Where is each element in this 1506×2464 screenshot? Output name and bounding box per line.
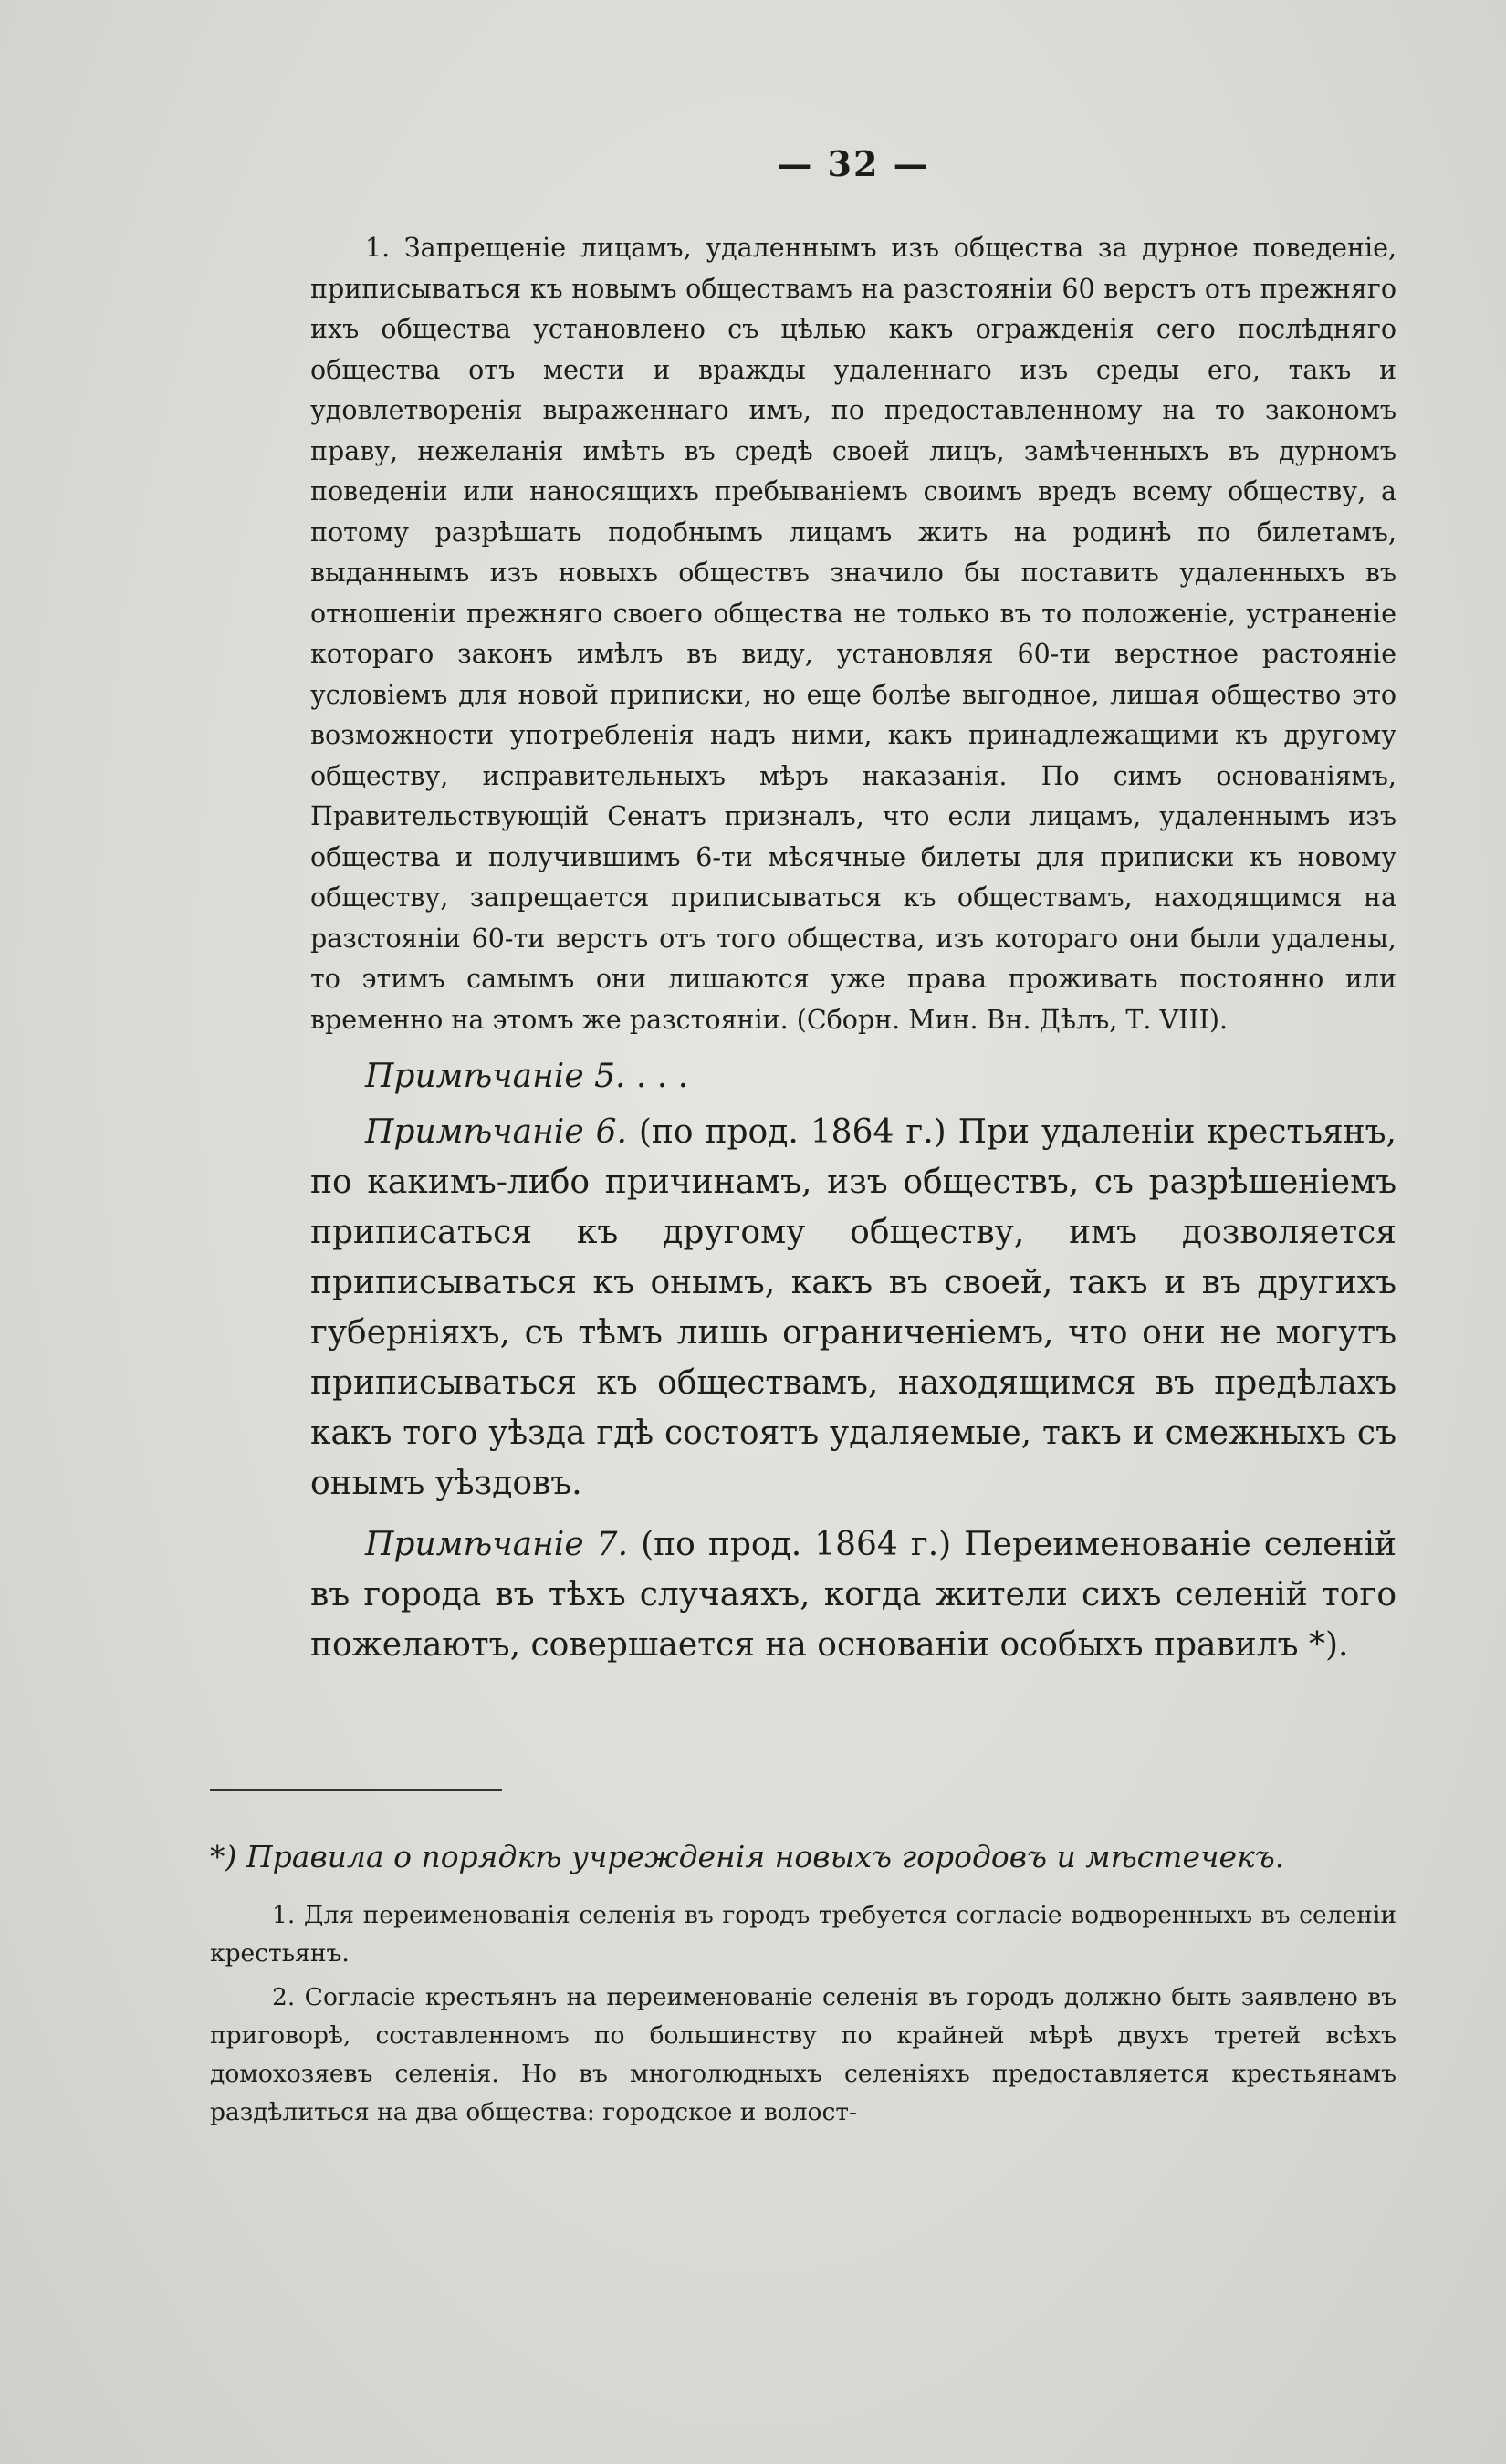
paragraph-1: 1. Запрещеніе лицамъ, удаленнымъ изъ общества за дурное поведеніе, приписываться къ новымъ обществамъ на разстояніи 60 верстъ отъ прежняго ихъ общества установлено съ цѣлью какъ огражденія сего послѣдняго общества отъ мести и вражды удаленнаго изъ среды его, такъ и удовлетворенія выраженнаго имъ, по предоставленному на то закономъ праву, нежеланія имѣть въ средѣ своей лицъ, замѣченныхъ въ дурномъ поведеніи или наносящихъ пребываніемъ своимъ вредъ всему обществу, а потому разрѣшать подобнымъ лицамъ жить на родинѣ по билетамъ, выданнымъ изъ новыхъ обществъ значило бы поставить удаленныхъ въ отношеніи прежняго своего общества не только въ то положеніе, устраненіе котораго законъ имѣлъ въ виду, установляя 60-ти верстное растояніе условіемъ для новой приписки, но еще болѣе выгодное, лишая общество это возможности употребленія надъ ними, какъ принадлежащими къ другому обществу, исправительныхъ мѣръ наказанія. По симъ основаніямъ, Правительствующій Сенатъ призналъ, что если лицамъ, удаленнымъ изъ общества и получившимъ 6-ти мѣсячные билеты для приписки къ новому обществу, запрещается приписываться къ обществамъ, находящимся на разстояніи 60-ти верстъ отъ того общества, изъ котораго они были удалены, то этимъ самымъ они лишаются уже права проживать постоянно или временно на этомъ же разстояніи. (Сборн. Мин. Вн. Дѣлъ, Т. VIII).: [310, 233, 1396, 1035]
note-7-heading: Примѣчаніе 7.: [365, 1526, 629, 1563]
note-7: [310, 1519, 1396, 1670]
page-number: — 32 —: [777, 143, 930, 184]
note-6-text: (по прод. 1864 г.) При удаленіи крестьянъ, по какимъ-либо причинамъ, изъ обществъ, съ разрѣшеніемъ приписаться къ другому обществу, имъ дозволяется приписываться къ онымъ, какъ въ своей, такъ и въ другихъ губерніяхъ, съ тѣмъ лишь ограниченіемъ, что они не могутъ приписываться къ обществамъ, находящимся въ предѣлахъ какъ того уѣзда гдѣ состоятъ удаляемые, такъ и смежныхъ съ онымъ уѣздовъ.: [310, 1113, 1396, 1502]
footnote-divider: [210, 1789, 502, 1791]
footnote-item-2: 2. Согласіе крестьянъ на переименованіе селенія въ городъ должно быть заявлено въ приговорѣ, составленномъ по большинству по крайней мѣрѣ двухъ третей всѣхъ домохозяевъ селенія. Но въ многолюдныхъ селеніяхъ предоставляется крестьянамъ раздѣлиться на два общества: городское и волост-: [210, 1983, 1396, 2126]
note-5-text: . . .: [625, 1058, 689, 1095]
note-7-text: (по прод. 1864 г.) Переименованіе селеній въ города въ тѣхъ случаяхъ, когда жители сихъ селеній того пожелаютъ, совершается на основаніи особыхъ правилъ *).: [310, 1526, 1396, 1664]
note-6-heading: Примѣчаніе 6.: [365, 1113, 627, 1151]
footnote-title: *) Правила о порядкѣ учрежденія новыхъ городовъ и мѣстечекъ.: [210, 1839, 1285, 1874]
note-6: [310, 1107, 1396, 1509]
note-5-heading: Примѣчаніе 5.: [365, 1058, 626, 1095]
footnotes-block: [210, 1834, 1396, 2132]
main-text-block: [310, 137, 1396, 1670]
note-5: [310, 1051, 1396, 1101]
footnote-item-1: 1. Для переименованія селенія въ городъ требуется согласіе водворенныхъ въ селеніи крестьянъ.: [210, 1901, 1396, 1968]
